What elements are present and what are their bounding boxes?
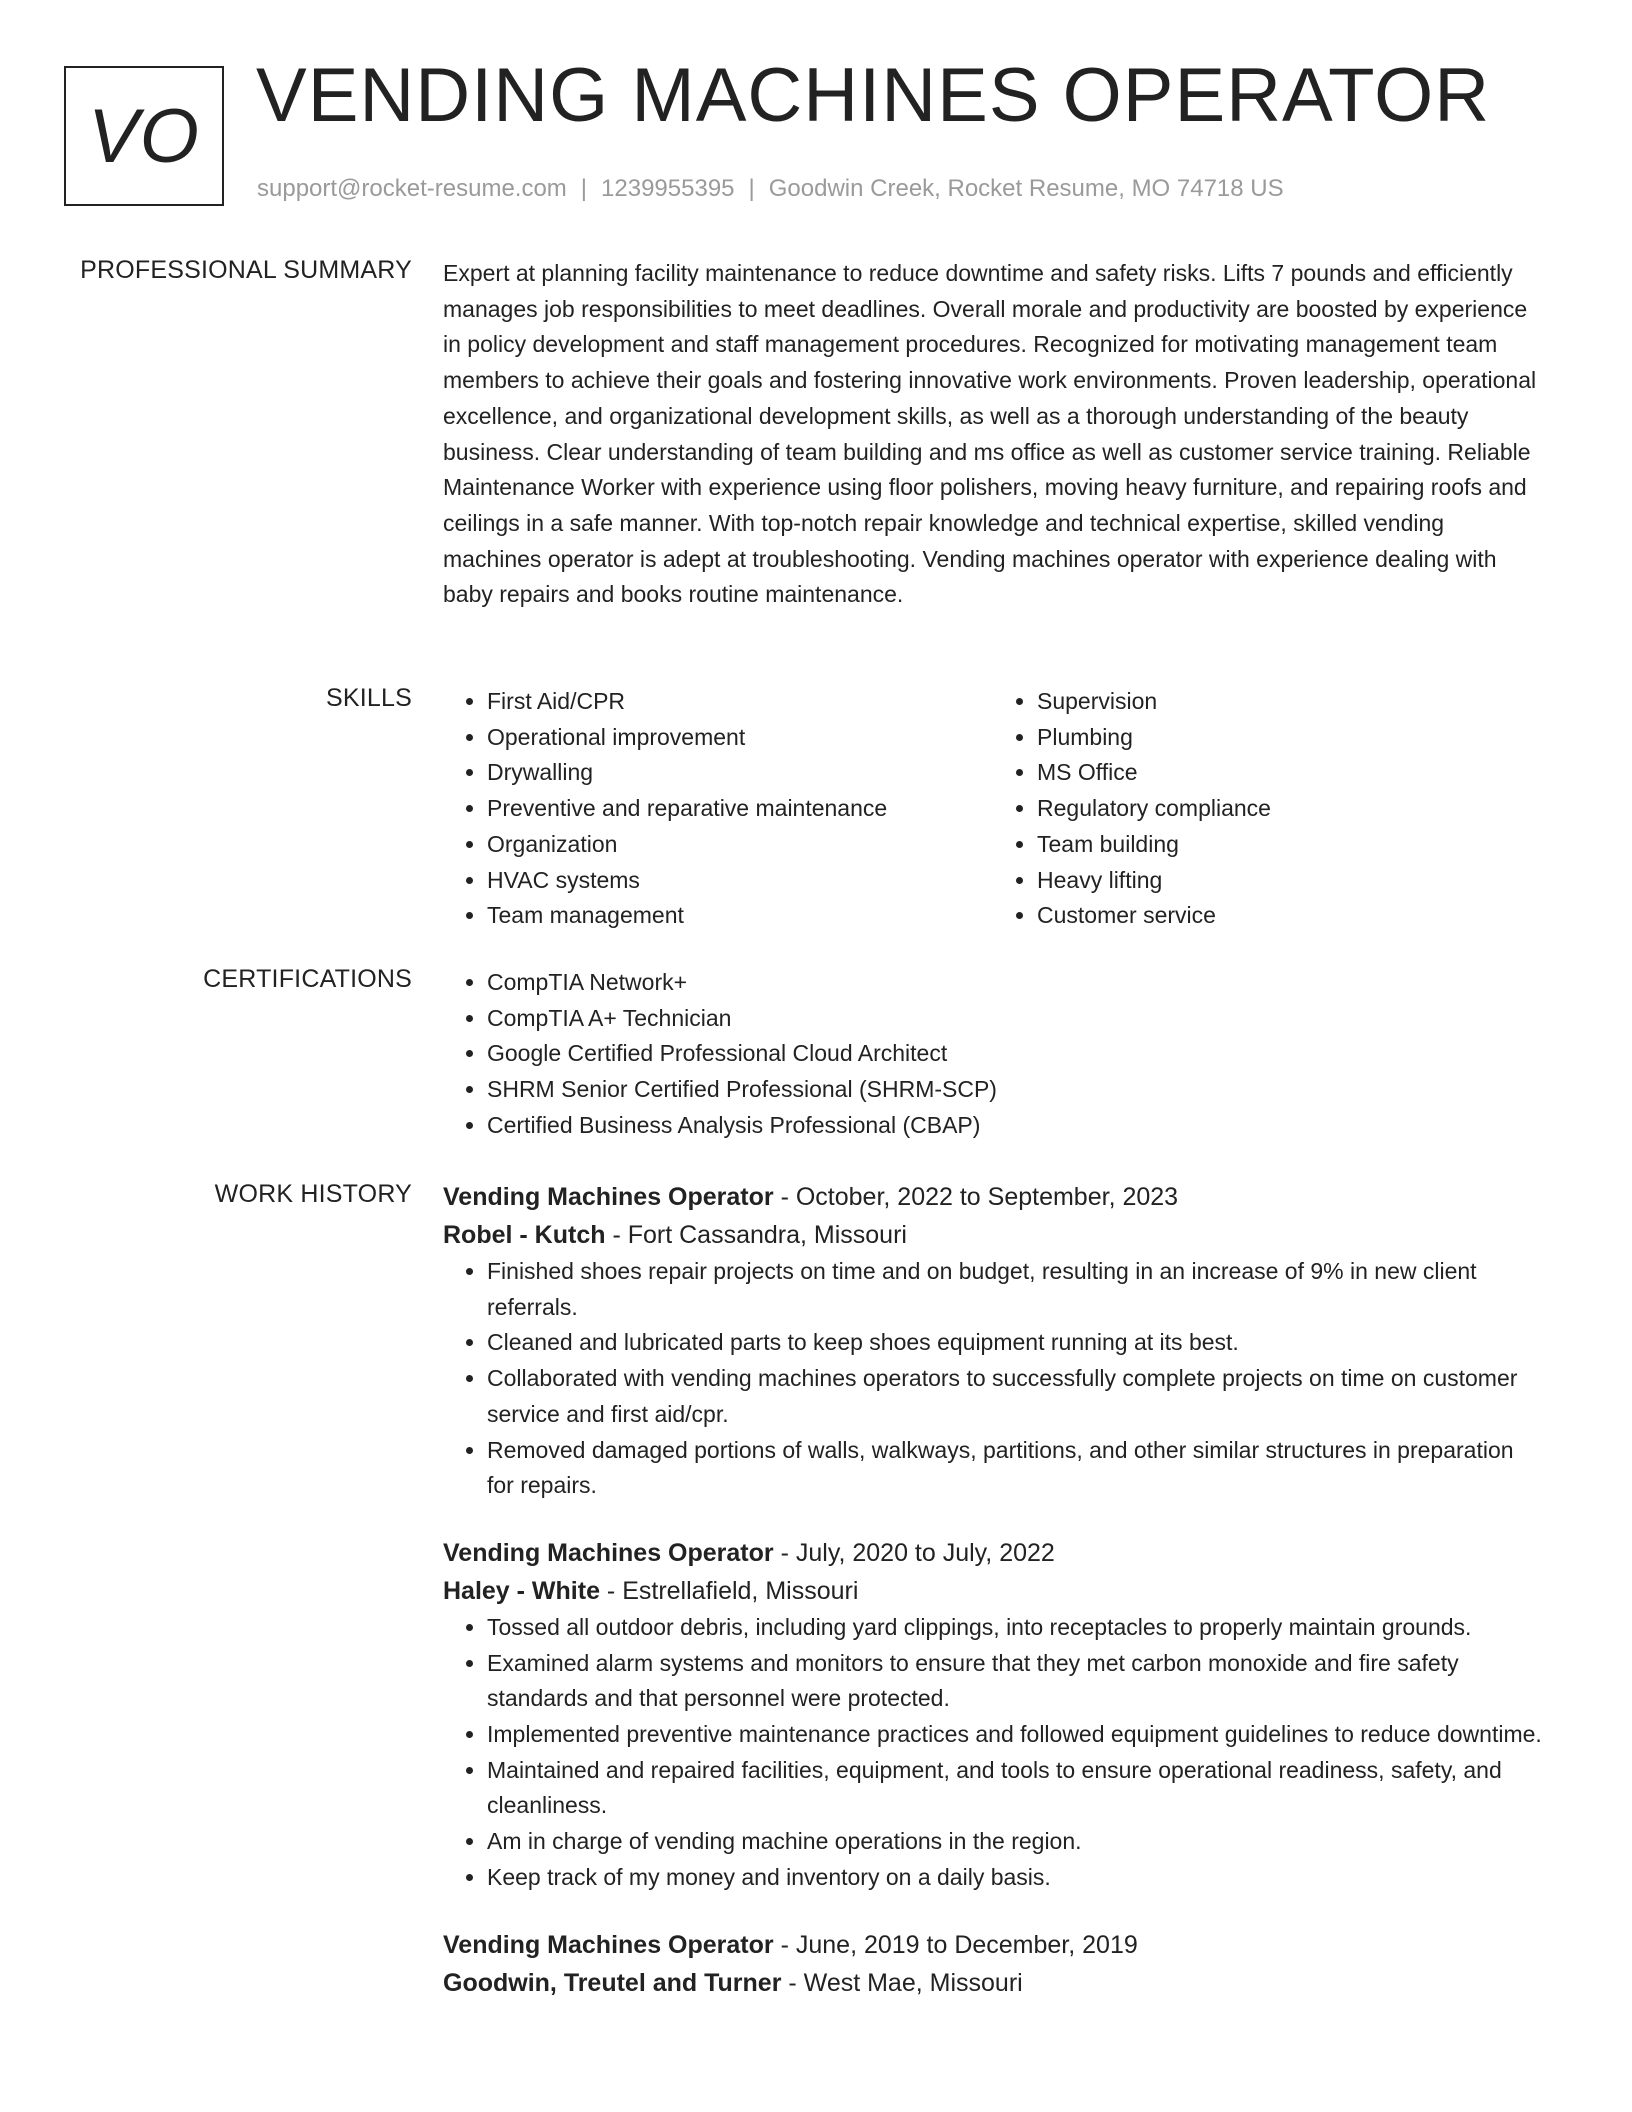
summary-text: Expert at planning facility maintenance to reduce downtime and safety risks. Lifts 7 pounds and efficiently manages job responsibilities to meet deadlines. Overall morale and productivity are boosted by experience in policy development and staff management procedures. Recognized for motivating management team members to achieve their goals and fostering innovative work environments. Proven leadership, operational excellence, and organizational development skills, as well as a thorough understanding of the beauty business. Clear understanding of team building and ms office as well as customer service training. Reliable Maintenance Worker with experience using floor polishers, moving heavy furniture, and repairing roofs and ceilings in a safe manner. With top-notch repair knowledge and technical expertise, skilled vending machines operator is adept at troubleshooting. Vending machines operator with experience dealing with baby repairs and books routine maintenance. (443, 260, 1537, 608)
contact-phone: 1239955395 (601, 175, 735, 202)
certifications-list (443, 965, 1543, 1144)
skill-item: • Team management (487, 898, 993, 934)
job-company-line (443, 1572, 1543, 1610)
job-role-line (443, 1178, 1543, 1216)
job-bullet: • Removed damaged portions of walls, walkways, partitions, and other similar structures in preparation for repairs. (487, 1433, 1543, 1504)
job-bullet: • Implemented preventive maintenance practices and followed equipment guidelines to reduce downtime. (487, 1717, 1543, 1753)
skill-item: • Drywalling (487, 755, 993, 791)
contact-separator: | (580, 175, 588, 202)
job-company-line (443, 1964, 1543, 2002)
job-role: Vending Machines Operator (443, 1930, 774, 1959)
job-dates: - October, 2022 to September, 2023 (773, 1183, 1179, 1211)
job-location: - West Mae, Missouri (781, 1968, 1023, 1997)
contact-line (257, 175, 1284, 203)
job-entry (443, 1178, 1543, 1504)
job-role: Vending Machines Operator (443, 1183, 774, 1211)
monogram-initials: VO (88, 93, 200, 179)
job-role: Vending Machines Operator (443, 1538, 774, 1567)
summary-body (443, 256, 1543, 613)
skill-item: • HVAC systems (487, 863, 993, 899)
job-company: Robel - Kutch (443, 1221, 606, 1249)
resume-title: VENDING MACHINES OPERATOR (256, 53, 1491, 138)
skills-body (443, 684, 1543, 934)
job-location: - Estrellafield, Missouri (599, 1576, 859, 1605)
skill-item: • Operational improvement (487, 720, 993, 756)
work-history-body (443, 1178, 1543, 2032)
skill-item: • Plumbing (1037, 720, 1543, 756)
certifications-body (443, 965, 1543, 1144)
skills-list-left (443, 684, 993, 934)
job-bullet: • Finished shoes repair projects on time and on budget, resulting in an increase of 9% in new client referrals. (487, 1254, 1543, 1325)
skill-item: • Heavy lifting (1037, 863, 1543, 899)
skill-item: • Regulatory compliance (1037, 791, 1543, 827)
job-bullets (443, 1254, 1543, 1504)
summary-heading: PROFESSIONAL SUMMARY (80, 256, 412, 284)
job-bullet: • Am in charge of vending machine operations in the region. (487, 1824, 1543, 1860)
contact-address: Goodwin Creek, Rocket Resume, MO 74718 US (768, 175, 1284, 202)
monogram-box (64, 66, 224, 206)
job-role-line (443, 1534, 1543, 1572)
job-dates: - June, 2019 to December, 2019 (773, 1930, 1138, 1959)
job-company: Haley - White (443, 1576, 600, 1605)
certification-item: • CompTIA Network+ (487, 965, 1543, 1001)
certification-item: • SHRM Senior Certified Professional (SHRM-SCP) (487, 1072, 1543, 1108)
certification-item: • Certified Business Analysis Professional (CBAP) (487, 1108, 1543, 1144)
skills-heading: SKILLS (326, 684, 412, 712)
job-company-line (443, 1216, 1543, 1254)
contact-separator: | (748, 175, 755, 202)
job-location: - Fort Cassandra, Missouri (605, 1221, 907, 1249)
job-entry (443, 1534, 1543, 1896)
job-bullet: • Keep track of my money and inventory on a daily basis. (487, 1860, 1543, 1896)
skill-item: • Team building (1037, 827, 1543, 863)
job-entry (443, 1926, 1543, 2002)
contact-email: support@rocket-resume.com (257, 175, 567, 202)
skill-item: • Preventive and reparative maintenance (487, 791, 993, 827)
skills-list-right (993, 684, 1543, 934)
job-bullet: • Maintained and repaired facilities, equipment, and tools to ensure operational readiness, safety, and cleanliness. (487, 1753, 1543, 1824)
certification-item: • CompTIA A+ Technician (487, 1001, 1543, 1037)
work-history-heading: WORK HISTORY (214, 1180, 412, 1208)
job-role-line (443, 1926, 1543, 1964)
job-bullet: • Collaborated with vending machines operators to successfully complete projects on time on customer service and first aid/cpr. (487, 1361, 1543, 1432)
skill-item: • First Aid/CPR (487, 684, 993, 720)
skill-item: • MS Office (1037, 755, 1543, 791)
job-company: Goodwin, Treutel and Turner (443, 1968, 782, 1997)
job-bullet: • Tossed all outdoor debris, including yard clippings, into receptacles to properly maintain grounds. (487, 1610, 1543, 1646)
job-bullet: • Examined alarm systems and monitors to ensure that they met carbon monoxide and fire safety standards and that personnel were protected. (487, 1646, 1543, 1717)
skill-item: • Supervision (1037, 684, 1543, 720)
skill-item: • Organization (487, 827, 993, 863)
job-dates: - July, 2020 to July, 2022 (773, 1538, 1055, 1567)
certifications-heading: CERTIFICATIONS (203, 965, 412, 993)
certification-item: • Google Certified Professional Cloud Architect (487, 1036, 1543, 1072)
job-bullet: • Cleaned and lubricated parts to keep shoes equipment running at its best. (487, 1325, 1543, 1361)
job-bullets (443, 1610, 1543, 1896)
skill-item: • Customer service (1037, 898, 1543, 934)
